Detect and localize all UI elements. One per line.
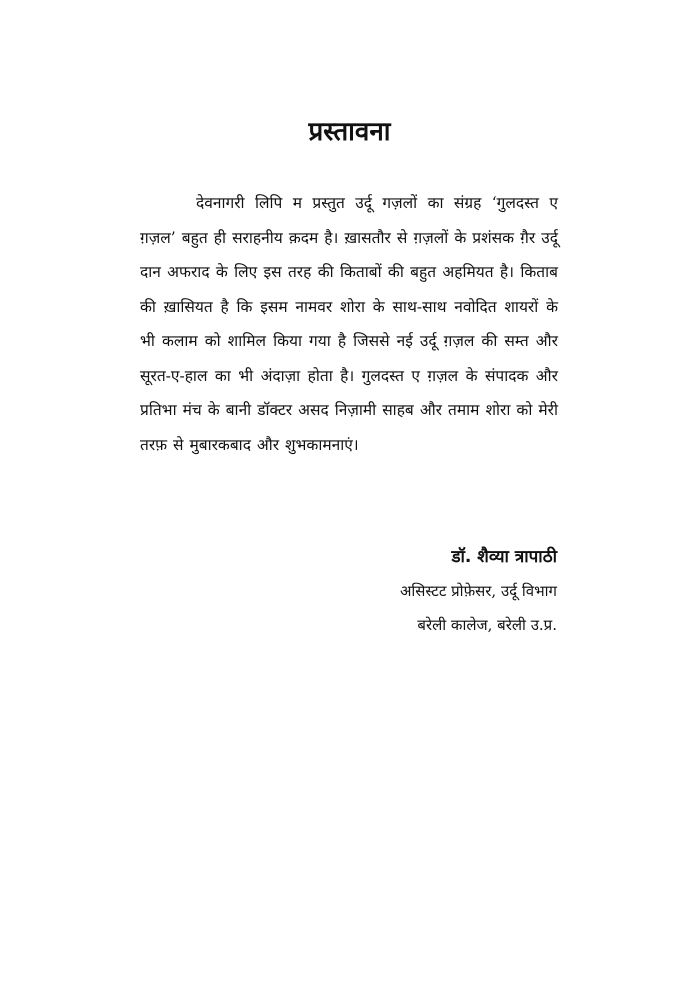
preface-paragraph: देवनागरी लिपि म प्रस्तुत उर्दू गज़लों का संग्रह ‘गुलदस्त ए ग़ज़ल’ बहुत ही सराहनीय क़दम है। ख़ासतौर से ग़ज़लों के प्रशंसक ग़ैर उर्दू दान अफराद के लिए इस तरह की किताबों की बहुत अहमियत है। किताब की ख़ासियत है कि इसम नामवर शोरा के साथ-साथ नवोदित शायरों के भी कलाम को शामिल किया गया है जिससे नई उर्दू ग़ज़ल की सम्त और सूरत-ए-हाल का भी अंदाज़ा होता है। गुलदस्त ए ग़ज़ल के संपादक और प्रतिभा मंच के बानी डॉक्टर असद निज़ामी साहब और तमाम शोरा को मेरी तरफ़ से मुबारकबाद और शुभकामनाएं। [140, 194, 558, 454]
signatory-designation: असिस्टट प्रोफ़ेसर, उर्दू विभाग [399, 582, 557, 600]
page-title: प्रस्तावना [308, 117, 391, 147]
signature-block [157, 540, 557, 642]
signatory-institution: बरेली कालेज, बरेली उ.प्र. [417, 616, 557, 634]
signatory-name: डॉ. शैव्या त्रापाठी [451, 547, 557, 567]
